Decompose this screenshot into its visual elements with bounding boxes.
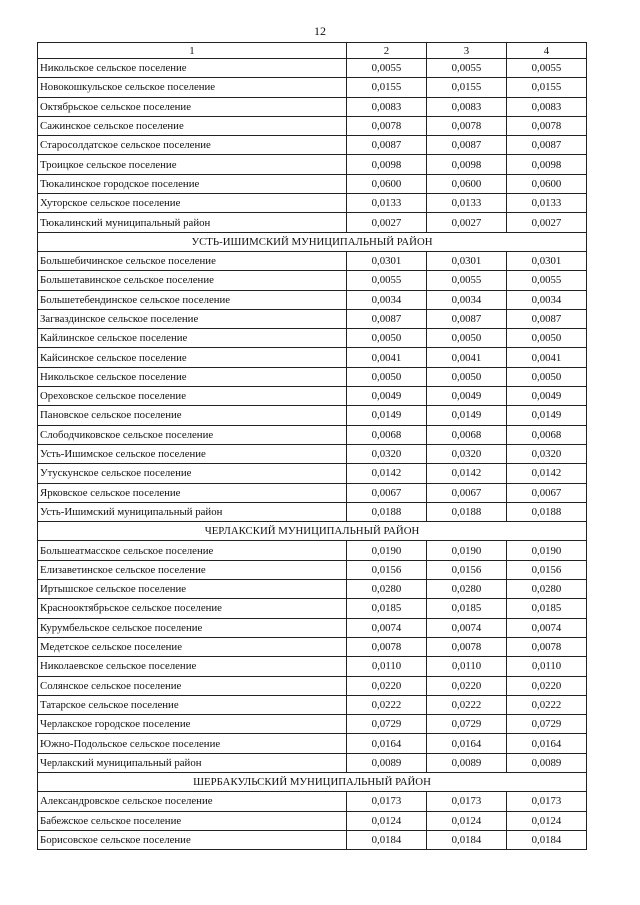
settlement-name: Кайлинское сельское поселение — [38, 329, 347, 348]
table-row — [38, 580, 587, 599]
value-cell-col4: 0,0320 — [507, 444, 587, 463]
table-row — [38, 251, 587, 270]
table-row — [38, 329, 587, 348]
value-cell-col3: 0,0188 — [427, 502, 507, 521]
value-cell-col4: 0,0190 — [507, 541, 587, 560]
value-cell-col3: 0,0110 — [427, 657, 507, 676]
settlement-name: Пановское сельское поселение — [38, 406, 347, 425]
value-cell-col3: 0,0280 — [427, 580, 507, 599]
settlement-name: Курумбельское сельское поселение — [38, 618, 347, 637]
value-cell-col4: 0,0067 — [507, 483, 587, 502]
table-row — [38, 97, 587, 116]
value-cell-col4: 0,0087 — [507, 309, 587, 328]
value-cell-col4: 0,0729 — [507, 715, 587, 734]
table-row — [38, 136, 587, 155]
value-cell-col4: 0,0041 — [507, 348, 587, 367]
settlement-name: Октябрьское сельское поселение — [38, 97, 347, 116]
table-row — [38, 464, 587, 483]
value-cell-col2: 0,0173 — [347, 792, 427, 811]
value-cell-col2: 0,0156 — [347, 560, 427, 579]
value-cell-col4: 0,0078 — [507, 116, 587, 135]
value-cell-col3: 0,0087 — [427, 136, 507, 155]
value-cell-col2: 0,0188 — [347, 502, 427, 521]
settlement-name: Слободчиковское сельское поселение — [38, 425, 347, 444]
value-cell-col2: 0,0041 — [347, 348, 427, 367]
value-cell-col3: 0,0078 — [427, 637, 507, 656]
value-cell-col4: 0,0156 — [507, 560, 587, 579]
value-cell-col4: 0,0173 — [507, 792, 587, 811]
value-cell-col4: 0,0049 — [507, 387, 587, 406]
value-cell-col3: 0,0220 — [427, 676, 507, 695]
value-cell-col4: 0,0185 — [507, 599, 587, 618]
value-cell-col3: 0,0133 — [427, 194, 507, 213]
value-cell-col2: 0,0184 — [347, 830, 427, 849]
settlement-name: Старосолдатское сельское поселение — [38, 136, 347, 155]
settlement-name: Большетебендинское сельское поселение — [38, 290, 347, 309]
table-row — [38, 387, 587, 406]
table-row — [38, 753, 587, 772]
value-cell-col4: 0,0164 — [507, 734, 587, 753]
table-row — [38, 367, 587, 386]
value-cell-col3: 0,0156 — [427, 560, 507, 579]
column-header-4: 4 — [507, 43, 587, 59]
value-cell-col3: 0,0041 — [427, 348, 507, 367]
settlement-name: Хуторское сельское поселение — [38, 194, 347, 213]
value-cell-col4: 0,0050 — [507, 329, 587, 348]
value-cell-col3: 0,0050 — [427, 329, 507, 348]
settlement-name: Никольское сельское поселение — [38, 367, 347, 386]
value-cell-col2: 0,0083 — [347, 97, 427, 116]
value-cell-col2: 0,0055 — [347, 271, 427, 290]
value-cell-col3: 0,0173 — [427, 792, 507, 811]
value-cell-col3: 0,0055 — [427, 59, 507, 78]
value-cell-col4: 0,0124 — [507, 811, 587, 830]
settlement-name: Южно-Подольское сельское поселение — [38, 734, 347, 753]
page-number: 12 — [314, 24, 326, 38]
value-cell-col2: 0,0049 — [347, 387, 427, 406]
value-cell-col4: 0,0034 — [507, 290, 587, 309]
settlement-name: Николаевское сельское поселение — [38, 657, 347, 676]
value-cell-col2: 0,0280 — [347, 580, 427, 599]
value-cell-col3: 0,0068 — [427, 425, 507, 444]
value-cell-col4: 0,0222 — [507, 695, 587, 714]
value-cell-col3: 0,0078 — [427, 116, 507, 135]
value-cell-col2: 0,0301 — [347, 251, 427, 270]
value-cell-col3: 0,0301 — [427, 251, 507, 270]
value-cell-col3: 0,0050 — [427, 367, 507, 386]
value-cell-col3: 0,0124 — [427, 811, 507, 830]
value-cell-col3: 0,0185 — [427, 599, 507, 618]
table-row — [38, 715, 587, 734]
value-cell-col2: 0,0124 — [347, 811, 427, 830]
value-cell-col3: 0,0149 — [427, 406, 507, 425]
value-cell-col4: 0,0078 — [507, 637, 587, 656]
table-row — [38, 637, 587, 656]
coefficients-table — [37, 42, 587, 850]
table-body — [38, 43, 587, 850]
value-cell-col2: 0,0089 — [347, 753, 427, 772]
settlement-name: Краснооктябрьское сельское поселение — [38, 599, 347, 618]
value-cell-col4: 0,0068 — [507, 425, 587, 444]
value-cell-col4: 0,0055 — [507, 59, 587, 78]
value-cell-col2: 0,0220 — [347, 676, 427, 695]
value-cell-col4: 0,0055 — [507, 271, 587, 290]
value-cell-col2: 0,0078 — [347, 637, 427, 656]
table-row — [38, 406, 587, 425]
value-cell-col3: 0,0222 — [427, 695, 507, 714]
value-cell-col2: 0,0164 — [347, 734, 427, 753]
table-row — [38, 502, 587, 521]
table-row — [38, 78, 587, 97]
value-cell-col4: 0,0600 — [507, 174, 587, 193]
value-cell-col4: 0,0149 — [507, 406, 587, 425]
value-cell-col2: 0,0185 — [347, 599, 427, 618]
value-cell-col2: 0,0729 — [347, 715, 427, 734]
table-row — [38, 271, 587, 290]
section-title: УСТЬ-ИШИМСКИЙ МУНИЦИПАЛЬНЫЙ РАЙОН — [38, 232, 587, 251]
settlement-name: Тюкалинское городское поселение — [38, 174, 347, 193]
table-row — [38, 734, 587, 753]
settlement-name: Большетавинское сельское поселение — [38, 271, 347, 290]
value-cell-col3: 0,0164 — [427, 734, 507, 753]
section-title: ЧЕРЛАКСКИЙ МУНИЦИПАЛЬНЫЙ РАЙОН — [38, 522, 587, 541]
settlement-name: Медетское сельское поселение — [38, 637, 347, 656]
value-cell-col4: 0,0184 — [507, 830, 587, 849]
table-row — [38, 194, 587, 213]
value-cell-col4: 0,0280 — [507, 580, 587, 599]
settlement-name: Кайсинское сельское поселение — [38, 348, 347, 367]
value-cell-col3: 0,0729 — [427, 715, 507, 734]
table-row — [38, 483, 587, 502]
section-header-row — [38, 772, 587, 791]
header-row — [38, 43, 587, 59]
value-cell-col2: 0,0050 — [347, 329, 427, 348]
value-cell-col2: 0,0190 — [347, 541, 427, 560]
section-title: ШЕРБАКУЛЬСКИЙ МУНИЦИПАЛЬНЫЙ РАЙОН — [38, 772, 587, 791]
value-cell-col4: 0,0142 — [507, 464, 587, 483]
table-row — [38, 59, 587, 78]
value-cell-col4: 0,0083 — [507, 97, 587, 116]
section-header-row — [38, 232, 587, 251]
value-cell-col3: 0,0155 — [427, 78, 507, 97]
settlement-name: Бабежское сельское поселение — [38, 811, 347, 830]
value-cell-col3: 0,0055 — [427, 271, 507, 290]
value-cell-col3: 0,0184 — [427, 830, 507, 849]
settlement-name: Усть-Ишимский муниципальный район — [38, 502, 347, 521]
settlement-name: Новокошкульское сельское поселение — [38, 78, 347, 97]
value-cell-col2: 0,0222 — [347, 695, 427, 714]
value-cell-col2: 0,0320 — [347, 444, 427, 463]
value-cell-col3: 0,0190 — [427, 541, 507, 560]
value-cell-col2: 0,0600 — [347, 174, 427, 193]
settlement-name: Троицкое сельское поселение — [38, 155, 347, 174]
value-cell-col3: 0,0142 — [427, 464, 507, 483]
column-header-1: 1 — [38, 43, 347, 59]
value-cell-col4: 0,0050 — [507, 367, 587, 386]
value-cell-col2: 0,0087 — [347, 309, 427, 328]
table-row — [38, 155, 587, 174]
table-row — [38, 174, 587, 193]
table-row — [38, 541, 587, 560]
table-row — [38, 425, 587, 444]
table-row — [38, 657, 587, 676]
value-cell-col3: 0,0083 — [427, 97, 507, 116]
value-cell-col2: 0,0155 — [347, 78, 427, 97]
settlement-name: Загваздинское сельское поселение — [38, 309, 347, 328]
settlement-name: Черлакский муниципальный район — [38, 753, 347, 772]
table-row — [38, 444, 587, 463]
table-row — [38, 309, 587, 328]
settlement-name: Татарское сельское поселение — [38, 695, 347, 714]
value-cell-col2: 0,0055 — [347, 59, 427, 78]
settlement-name: Усть-Ишимское сельское поселение — [38, 444, 347, 463]
value-cell-col4: 0,0155 — [507, 78, 587, 97]
value-cell-col2: 0,0110 — [347, 657, 427, 676]
value-cell-col2: 0,0133 — [347, 194, 427, 213]
settlement-name: Ярковское сельское поселение — [38, 483, 347, 502]
column-header-2: 2 — [347, 43, 427, 59]
settlement-name: Борисовское сельское поселение — [38, 830, 347, 849]
value-cell-col3: 0,0098 — [427, 155, 507, 174]
value-cell-col4: 0,0110 — [507, 657, 587, 676]
settlement-name: Большебичинское сельское поселение — [38, 251, 347, 270]
value-cell-col4: 0,0220 — [507, 676, 587, 695]
value-cell-col4: 0,0087 — [507, 136, 587, 155]
value-cell-col3: 0,0320 — [427, 444, 507, 463]
value-cell-col3: 0,0067 — [427, 483, 507, 502]
value-cell-col2: 0,0034 — [347, 290, 427, 309]
value-cell-col4: 0,0074 — [507, 618, 587, 637]
settlement-name: Черлакское городское поселение — [38, 715, 347, 734]
value-cell-col3: 0,0027 — [427, 213, 507, 232]
column-header-3: 3 — [427, 43, 507, 59]
settlement-name: Утускунское сельское поселение — [38, 464, 347, 483]
table-row — [38, 676, 587, 695]
value-cell-col2: 0,0087 — [347, 136, 427, 155]
value-cell-col4: 0,0098 — [507, 155, 587, 174]
table-row — [38, 213, 587, 232]
table-row — [38, 618, 587, 637]
value-cell-col3: 0,0074 — [427, 618, 507, 637]
value-cell-col2: 0,0068 — [347, 425, 427, 444]
table-row — [38, 560, 587, 579]
settlement-name: Сажинское сельское поселение — [38, 116, 347, 135]
value-cell-col4: 0,0027 — [507, 213, 587, 232]
settlement-name: Солянское сельское поселение — [38, 676, 347, 695]
value-cell-col2: 0,0098 — [347, 155, 427, 174]
settlement-name: Елизаветинское сельское поселение — [38, 560, 347, 579]
settlement-name: Ореховское сельское поселение — [38, 387, 347, 406]
value-cell-col2: 0,0050 — [347, 367, 427, 386]
value-cell-col2: 0,0149 — [347, 406, 427, 425]
value-cell-col4: 0,0133 — [507, 194, 587, 213]
table-row — [38, 830, 587, 849]
value-cell-col3: 0,0087 — [427, 309, 507, 328]
section-header-row — [38, 522, 587, 541]
value-cell-col3: 0,0034 — [427, 290, 507, 309]
value-cell-col2: 0,0027 — [347, 213, 427, 232]
value-cell-col2: 0,0142 — [347, 464, 427, 483]
table-row — [38, 599, 587, 618]
settlement-name: Александровское сельское поселение — [38, 792, 347, 811]
settlement-name: Тюкалинский муниципальный район — [38, 213, 347, 232]
value-cell-col3: 0,0089 — [427, 753, 507, 772]
table-row — [38, 695, 587, 714]
table-row — [38, 792, 587, 811]
value-cell-col2: 0,0078 — [347, 116, 427, 135]
value-cell-col4: 0,0301 — [507, 251, 587, 270]
value-cell-col2: 0,0074 — [347, 618, 427, 637]
table-row — [38, 290, 587, 309]
settlement-name: Иртышское сельское поселение — [38, 580, 347, 599]
value-cell-col2: 0,0067 — [347, 483, 427, 502]
table-row — [38, 116, 587, 135]
table-row — [38, 348, 587, 367]
value-cell-col4: 0,0089 — [507, 753, 587, 772]
value-cell-col3: 0,0049 — [427, 387, 507, 406]
value-cell-col3: 0,0600 — [427, 174, 507, 193]
value-cell-col4: 0,0188 — [507, 502, 587, 521]
settlement-name: Никольское сельское поселение — [38, 59, 347, 78]
settlement-name: Большеатмасское сельское поселение — [38, 541, 347, 560]
table-row — [38, 811, 587, 830]
